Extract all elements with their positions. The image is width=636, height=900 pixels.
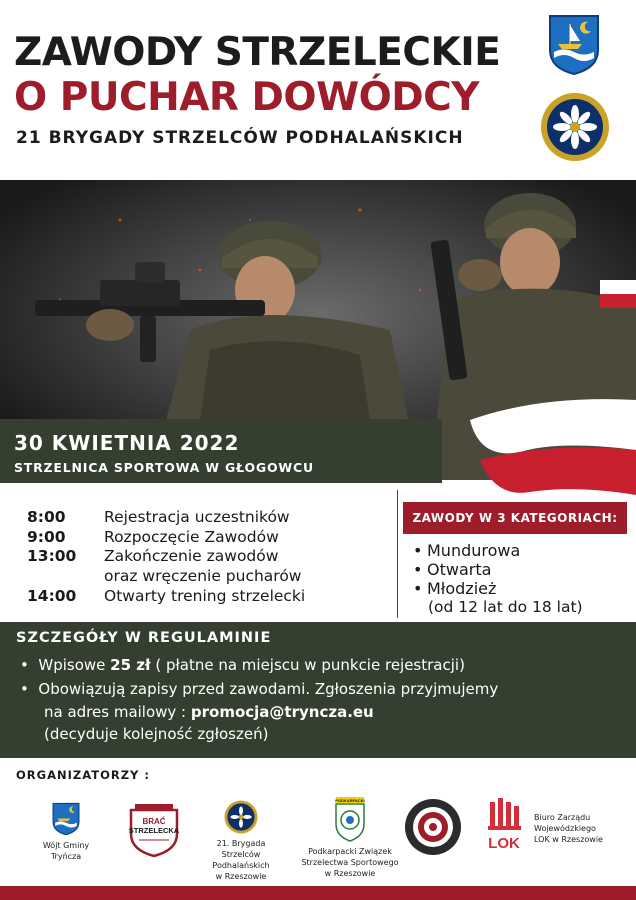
schedule-text: Otwarty trening strzelecki — [104, 587, 306, 605]
bullet-icon: • — [413, 560, 423, 579]
details-heading: SZCZEGÓŁY W REGULAMINIE — [16, 630, 272, 646]
schedule-time: 9:00 — [27, 528, 66, 546]
lok-caption — [534, 812, 624, 845]
email-prefix: na adres mailowy : — [44, 703, 191, 721]
event-venue: STRZELNICA SPORTOWA W GŁOGOWCU — [14, 460, 314, 475]
organizer-lok — [480, 798, 528, 858]
brac-logo-text-2: STRZELECKA — [128, 826, 180, 835]
podkarpacki-logo-text: PODKARPACKI — [335, 798, 365, 803]
strzelecki-klub-round-logo-icon — [404, 798, 462, 856]
category-label: Młodzież — [427, 579, 497, 598]
organizer-label: Strzelców — [221, 850, 261, 859]
schedule-text: Zakończenie zawodów — [104, 547, 279, 565]
organizer-21-brygada — [204, 800, 278, 882]
categories-heading: ZAWODY W 3 KATEGORIACH: — [403, 502, 627, 534]
date-band — [0, 419, 442, 483]
category-item — [413, 560, 491, 579]
lok-logo-icon — [484, 798, 524, 854]
schedule — [0, 500, 395, 620]
fee-amount: 25 zł — [110, 656, 151, 674]
registration-line-1: Obowiązują zapisy przed zawodami. Zgłoszenia przyjmujemy — [38, 680, 499, 698]
lok-caption-line: Wojewódzkiego — [534, 824, 596, 833]
title-line-1: ZAWODY STRZELECKIE — [14, 30, 501, 75]
lok-caption-line: LOK w Rzeszowie — [534, 835, 603, 844]
title-line-2: O PUCHAR DOWÓDCY — [14, 75, 479, 120]
category-item — [413, 541, 520, 560]
details-bullet-registration — [20, 680, 498, 698]
organizer-podkarpacki-zwiazek — [298, 796, 402, 879]
brac-logo-text-1: BRAĆ — [142, 817, 166, 826]
organizer-label: Strzelectwa Sportowego — [301, 858, 399, 867]
category-label: Mundurowa — [427, 541, 521, 560]
bullet-icon: • — [20, 680, 39, 698]
brigade-badge-icon — [224, 800, 258, 834]
category-item — [413, 579, 496, 598]
podkarpacki-shooting-union-icon — [332, 796, 368, 842]
bullet-icon: • — [413, 541, 423, 560]
bullet-icon: • — [20, 656, 39, 674]
organizer-strzelecki-klub — [402, 798, 464, 860]
registration-email-line — [44, 703, 374, 721]
organizer-label: w Rzeszowie — [324, 869, 376, 878]
brac-strzelecka-logo-icon — [125, 800, 183, 858]
fee-suffix: ( płatne na miejscu w punkcie rejestracji) — [150, 656, 465, 674]
bullet-icon: • — [413, 579, 423, 598]
event-date: 30 KWIETNIA 2022 — [14, 431, 240, 455]
details-bullet-fee — [20, 656, 465, 674]
organizer-label: Podhalańskich — [212, 861, 270, 870]
brigade-edelweiss-badge-icon — [540, 92, 610, 162]
registration-order-note: (decyduje kolejność zgłoszeń) — [44, 725, 269, 743]
lok-logo-text: LOK — [488, 835, 520, 852]
organizer-label: Podkarpacki Związek — [308, 847, 392, 856]
contact-email-link[interactable]: promocja@tryncza.eu — [190, 703, 374, 721]
schedule-text: Rejestracja uczestników — [104, 508, 290, 526]
organizer-brac-strzelecka — [122, 800, 186, 862]
organizer-label: 21. Brygada — [216, 839, 266, 848]
category-label: Otwarta — [427, 560, 492, 579]
vertical-divider — [397, 490, 398, 618]
bottom-accent-bar — [0, 886, 636, 900]
organizers-heading: ORGANIZATORZY : — [16, 768, 150, 782]
schedule-time: 14:00 — [27, 587, 77, 605]
municipal-coat-of-arms-icon — [548, 14, 600, 76]
category-age-note: (od 12 lat do 18 lat) — [428, 598, 583, 616]
organizer-gmina-tryncza — [24, 802, 108, 862]
organizer-label: Tryńcza — [50, 852, 82, 861]
schedule-time: 13:00 — [27, 547, 77, 565]
organizer-label: Wójt Gminy — [42, 841, 90, 850]
poster-header — [0, 0, 636, 180]
organizer-label: w Rzeszowie — [215, 872, 267, 881]
gmina-tryncza-crest-icon — [52, 802, 80, 836]
fee-prefix: Wpisowe — [38, 656, 111, 674]
schedule-time: 8:00 — [27, 508, 66, 526]
lok-caption-line: Biuro Zarządu — [534, 813, 591, 822]
subtitle: 21 BRYGADY STRZELCÓW PODHALAŃSKICH — [16, 128, 464, 148]
details-panel — [0, 622, 636, 758]
schedule-text: Rozpoczęcie Zawodów — [104, 528, 279, 546]
schedule-text: oraz wręczenie pucharów — [104, 567, 302, 585]
